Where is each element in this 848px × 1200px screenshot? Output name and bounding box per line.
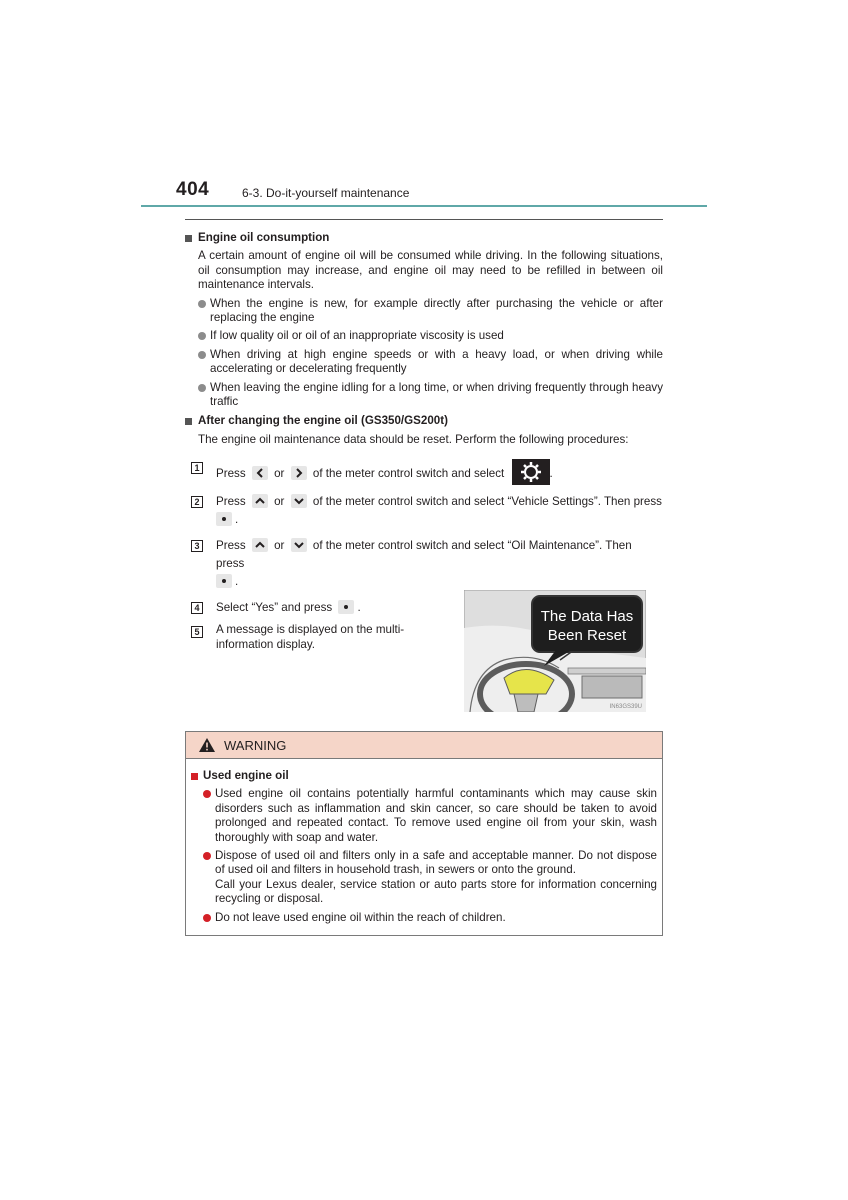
up-arrow-icon [252, 538, 268, 552]
bullet-icon [198, 300, 206, 308]
step-number: 5 [191, 626, 203, 638]
up-arrow-icon [252, 494, 268, 508]
bullet-icon [198, 332, 206, 340]
enter-button-icon [216, 574, 232, 588]
warning-heading: Used engine oil [191, 769, 657, 783]
after-change-intro: The engine oil maintenance data should be reset. Perform the following procedures: [198, 432, 629, 446]
bullet-icon [198, 384, 206, 392]
warning-box [185, 731, 663, 936]
section-marker-icon [185, 418, 192, 425]
right-arrow-icon [291, 466, 307, 480]
after-change-heading: After changing the engine oil (GS350/GS200t) [185, 414, 663, 428]
list-item: When leaving the engine idling for a long time, or when driving frequently through heavy traffic [198, 381, 663, 410]
list-item: If low quality oil or oil of an inappropriate viscosity is used [198, 329, 663, 343]
bullet-icon [203, 852, 211, 860]
callout-line-2: Been Reset [547, 627, 627, 644]
step-5: 5 A message is displayed on the multi-information display. [191, 623, 452, 652]
step-2: 2 Press or of the meter control switch and select “Vehicle Settings”. Then press . [191, 493, 663, 529]
callout-line-1: The Data Has [540, 608, 634, 625]
step-4: 4 Select “Yes” and press . [191, 599, 663, 617]
down-arrow-icon [291, 494, 307, 508]
bullet-icon [203, 914, 211, 922]
main-content [185, 228, 663, 652]
step-number: 4 [191, 602, 203, 614]
gear-icon [512, 459, 550, 485]
list-item: Do not leave used engine oil within the reach of children. [203, 911, 657, 925]
content-rule [185, 219, 663, 220]
list-item: Used engine oil contains potentially harmful contaminants which may cause skin disorders such as inflammation and skin cancer, so care should be taken to avoid prolonged and repeated contact. To remove used engine oil from your skin, wash thoroughly with soap and water. [203, 787, 657, 845]
left-arrow-icon [252, 466, 268, 480]
dashboard-illustration [464, 590, 646, 712]
warning-header [186, 732, 662, 759]
enter-button-icon [216, 512, 232, 526]
step-number: 2 [191, 496, 203, 508]
page-number: 404 [176, 179, 210, 200]
bullet-icon [198, 351, 206, 359]
list-item: Dispose of used oil and filters only in a safe and acceptable manner. Do not dispose of used oil and filters in household trash, in sewers or onto the ground. Call your Lexus dealer, service station or auto parts store for information concerning recycling or disposal. [203, 849, 657, 907]
list-item: When the engine is new, for example directly after purchasing the vehicle or after replacing the engine [198, 297, 663, 326]
consumption-heading: Engine oil consumption [185, 231, 663, 245]
warning-marker-icon [191, 773, 198, 780]
step-3: 3 Press or of the meter control switch and select “Oil Maintenance”. Then press . [191, 537, 663, 591]
section-title: 6-3. Do-it-yourself maintenance [242, 186, 410, 200]
step-1: 1 Press or of the meter control switch and select . [191, 459, 663, 485]
warning-body [186, 759, 662, 935]
enter-button-icon [338, 600, 354, 614]
consumption-intro: A certain amount of engine oil will be consumed while driving. In the following situations, oil consumption may increase, and engine oil may need to be refilled in between oil maintenance intervals. [198, 249, 663, 292]
header-rule [141, 205, 707, 207]
warning-triangle-icon [198, 737, 216, 753]
illustration-code: IN63GS39U [609, 704, 642, 710]
step-number: 3 [191, 540, 203, 552]
warning-label: WARNING [224, 738, 287, 753]
list-item: When driving at high engine speeds or with a heavy load, or when driving while accelerating or decelerating frequently [198, 348, 663, 377]
step-number: 1 [191, 462, 203, 474]
bullet-icon [203, 790, 211, 798]
down-arrow-icon [291, 538, 307, 552]
section-marker-icon [185, 235, 192, 242]
